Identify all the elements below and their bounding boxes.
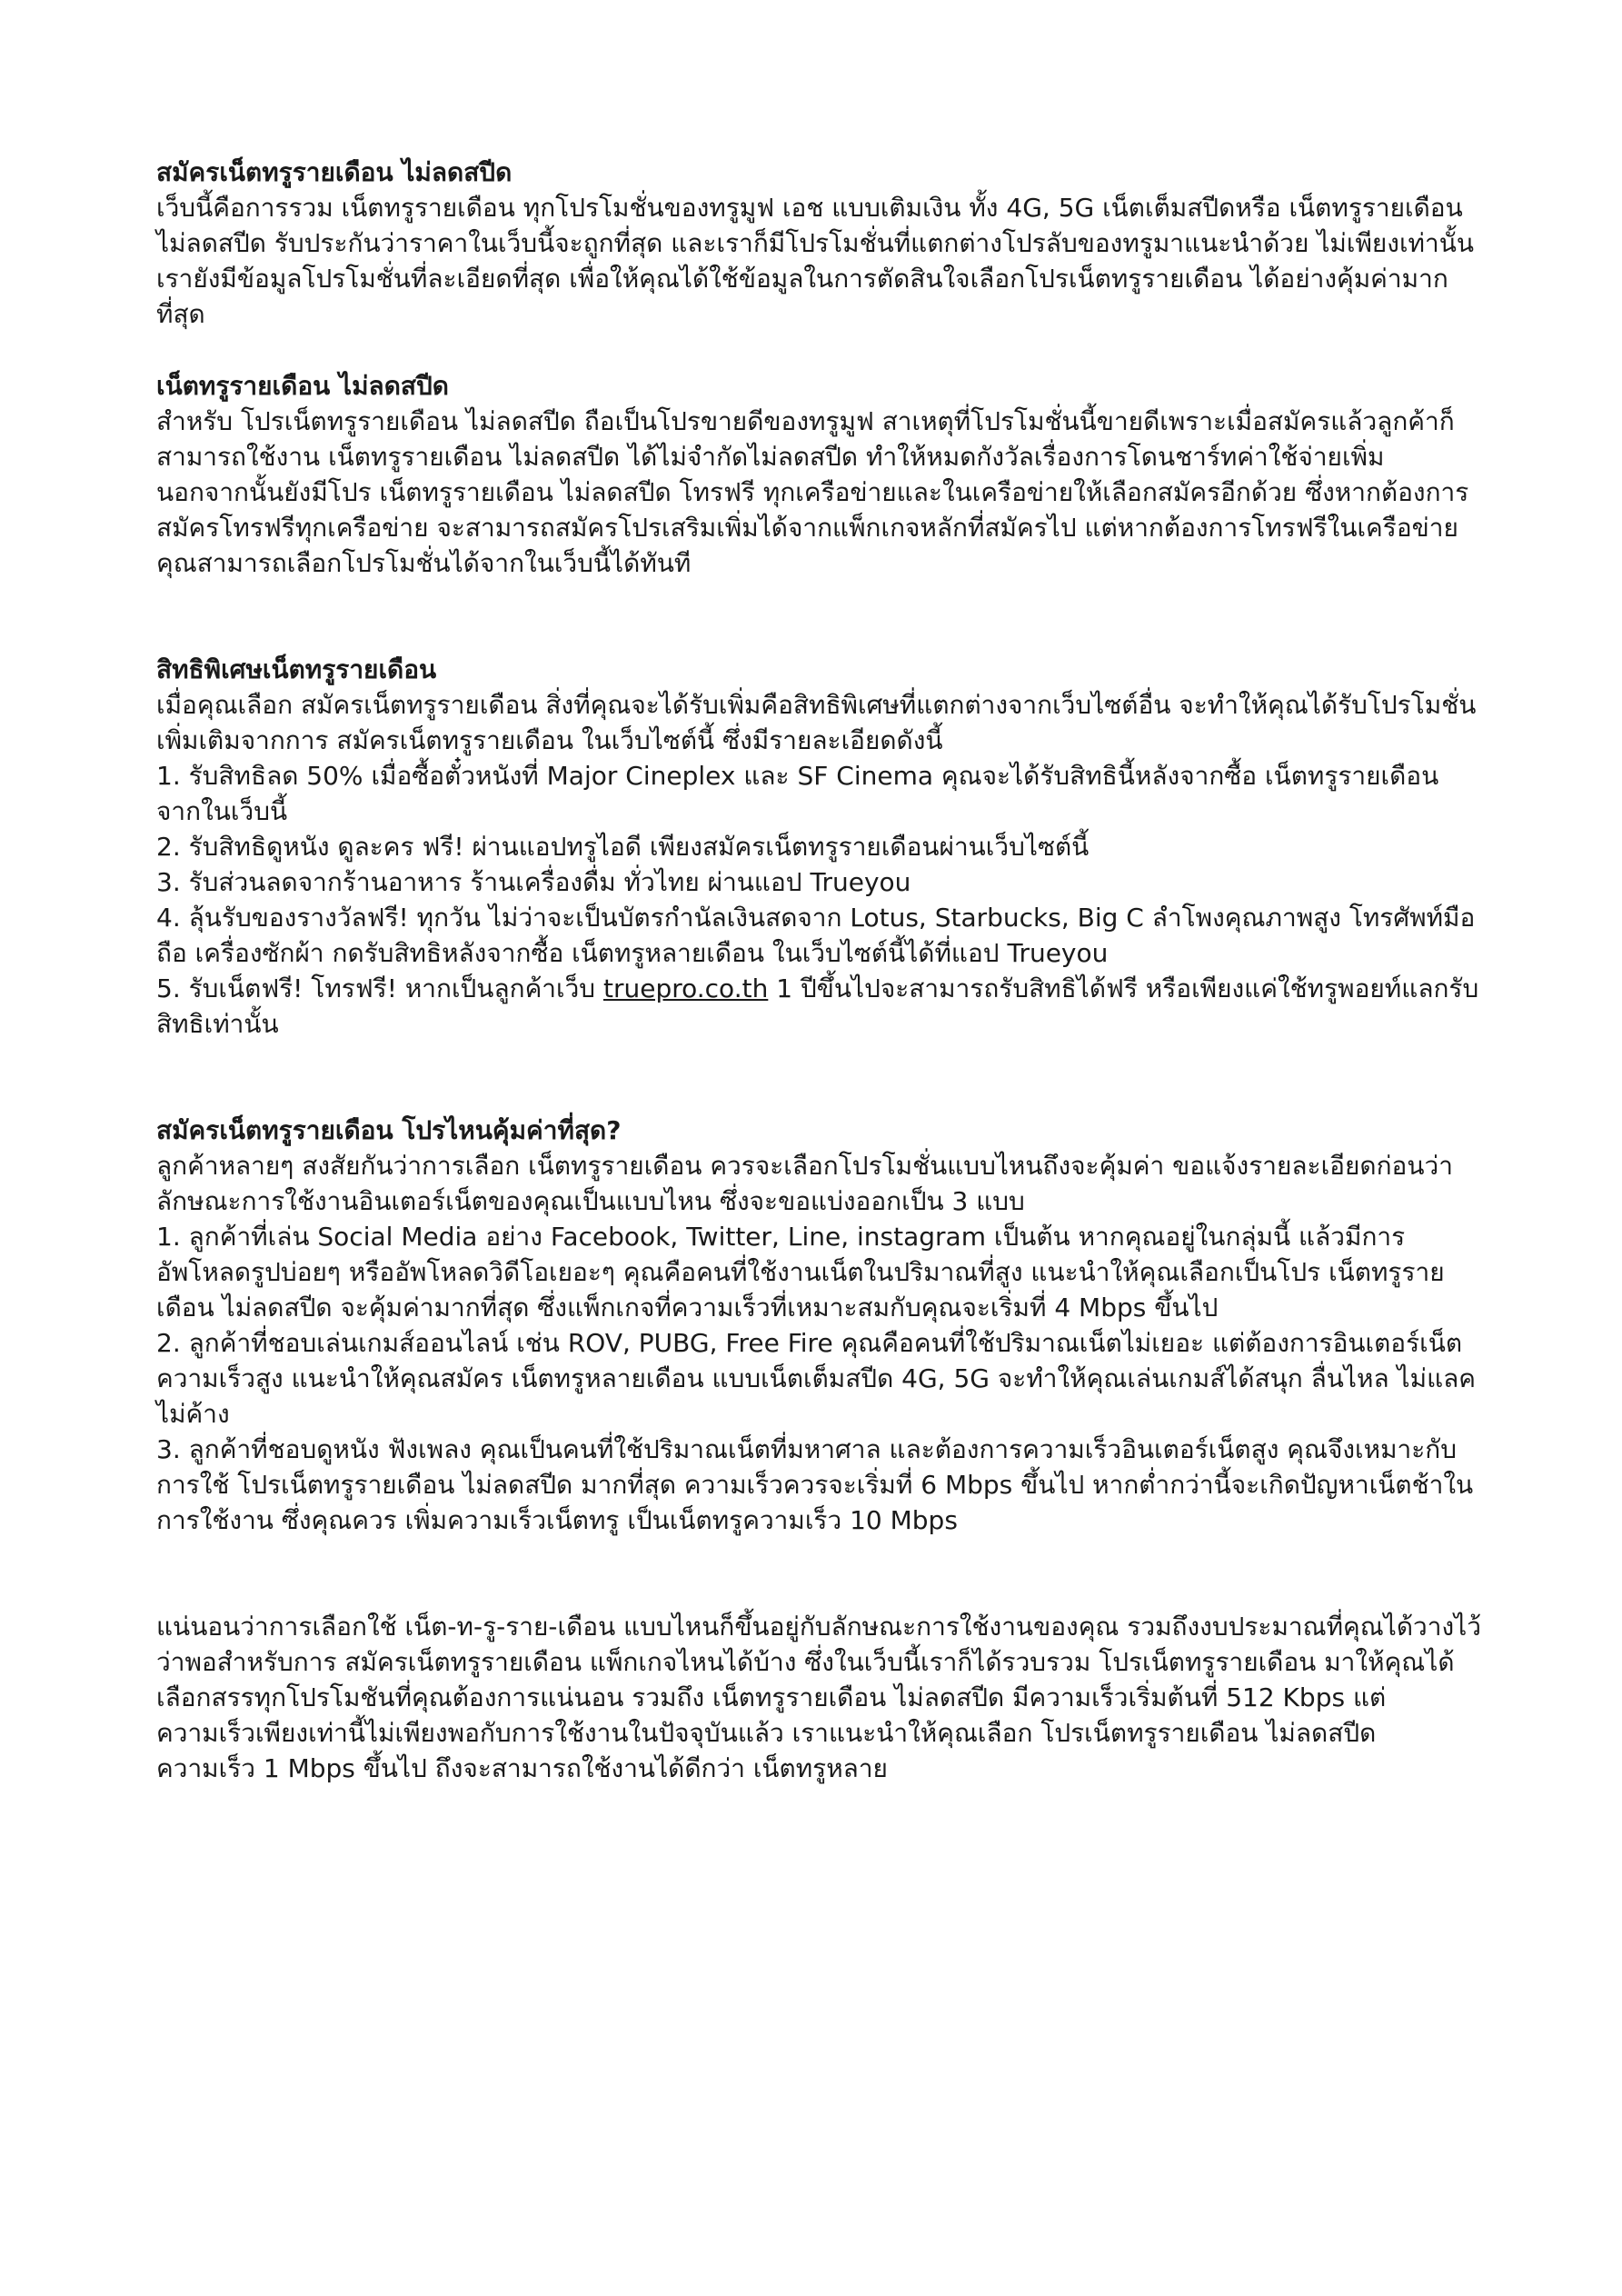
list-item: 1. รับสิทธิลด 50% เมื่อซื้อตั๋วหนังที่ Major Cineplex และ SF Cinema คุณจะได้รับสิทธินี้หลังจากซื้อ เน็ตทรูรายเดือน จากในเว็บนี้ xyxy=(156,761,1439,826)
truepro-link[interactable]: truepro.co.th xyxy=(602,973,769,1003)
list-item: 1. ลูกค้าที่เล่น Social Media อย่าง Facebook, Twitter, Line, instagram เป็นต้น หากคุณอยู่ในกลุ่มนี้ แล้วมีการอัพโหลดรูปบ่อยๆ หรืออัพโหลดวิดีโอเยอะๆ คุณคือคนที่ใช้งานเน็ตในปริมาณที่สูง แนะนำให้คุณเลือกเป็นโปร เน็ตทรูรายเดือน ไม่ลดสปีด จะคุ้มค่ามากที่สุด ซึ่งแพ็กเกจที่ความเร็วที่เหมาะสมกับคุณจะเริ่มที่ 4 Mbps ขึ้นไป xyxy=(156,1222,1445,1323)
section-paragraph: สำหรับ โปรเน็ตทรูรายเดือน ไม่ลดสปีด ถือเป็นโปรขายดีของทรูมูฟ สาเหตุที่โปรโมชั่นนี้ขายดีเพราะเมื่อสมัครแล้วลูกค้าก็สามารถใช้งาน เน็ตทรูรายเดือน ไม่ลดสปีด ได้ไม่จำกัดไม่ลดสปีด ทำให้หมดกังวัลเรื่องการโดนชาร์ทค่าใช้จ่ายเพิ่ม นอกจากนั้นยังมีโปร เน็ตทรูรายเดือน ไม่ลดสปีด โทรฟรี ทุกเครือข่ายและในเครือข่ายให้เลือกสมัครอีกด้วย ซึ่งหากต้องการสมัครโทรฟรีทุกเครือข่าย จะสามารถสมัครโปรเสริมเพิ่มได้จากแพ็กเกจหลักที่สมัครไป แต่หากต้องการโทรฟรีในเครือข่ายคุณสามารถเลือกโปรโมชั่นได้จากในเว็บนี้ได้ทันที xyxy=(156,406,1469,578)
section-paragraph: ลูกค้าหลายๆ สงสัยกันว่าการเลือก เน็ตทรูรายเดือน ควรจะเลือกโปรโมชั่นแบบไหนถึงจะคุ้มค่า ขอแจ้งรายละเอียดก่อนว่า ลักษณะการใช้งานอินเตอร์เน็ตของคุณเป็นแบบไหน ซึ่งจะขอแบ่งออกเป็น 3 แบบ xyxy=(156,1151,1453,1216)
document-page xyxy=(156,155,1483,1786)
list-item xyxy=(156,971,1483,1042)
list-item: 3. รับส่วนลดจากร้านอาหาร ร้านเครื่องดื่ม ทั่วไทย ผ่านแอป Trueyou xyxy=(156,867,911,897)
list-item: 2. ลูกค้าที่ชอบเล่นเกมส์ออนไลน์ เช่น ROV, PUBG, Free Fire คุณคือคนที่ใช้ปริมาณเน็ตไม่เยอะ แต่ต้องการอินเตอร์เน็ตความเร็วสูง แนะนำให้คุณสมัคร เน็ตทรูหลายเดือน แบบเน็ตเต็มสปีด 4G, 5G จะทำให้คุณเล่นเกมส์ได้สนุก ลื่นไหล ไม่แลค ไม่ค้าง xyxy=(156,1328,1477,1429)
list-item: 4. ลุ้นรับของรางวัลฟรี! ทุกวัน ไม่ว่าจะเป็นบัตรกำนัลเงินสดจาก Lotus, Starbucks, Big C ลำโพงคุณภาพสูง โทรศัพท์มือถือ เครื่องซักผ้า กดรับสิทธิหลังจากซื้อ เน็ตทรูหลายเดือน ในเว็บไซต์นี้ได้ที่แอป Trueyou xyxy=(156,903,1476,968)
section-heading: เน็ตทรูรายเดือน ไม่ลดสปีด xyxy=(156,371,449,401)
section-no-speed-limit xyxy=(156,368,1483,581)
section-paragraph: เมื่อคุณเลือก สมัครเน็ตทรูรายเดือน สิ่งที่คุณจะได้รับเพิ่มคือสิทธิพิเศษที่แตกต่างจากเว็บไซต์อื่น จะทำให้คุณได้รับโปรโมชั่นเพิ่มเติมจากการ สมัครเน็ตทรูรายเดือน ในเว็บไซต์นี้ ซึ่งมีรายละเอียดดังนี้ xyxy=(156,690,1477,755)
section-paragraph: แน่นอนว่าการเลือกใช้ เน็ต-ท-รู-ราย-เดือน แบบไหนก็ขึ้นอยู่กับลักษณะการใช้งานของคุณ รวมถึงงบประมาณที่คุณได้วางไว้ว่าพอสำหรับการ สมัครเน็ตทรูรายเดือน แพ็กเกจไหนได้บ้าง ซึ่งในเว็บนี้เราก็ได้รวบรวม โปรเน็ตทรูรายเดือน มาให้คุณได้เลือกสรรทุกโปรโมชันที่คุณต้องการแน่นอน รวมถึง เน็ตทรูรายเดือน ไม่ลดสปีด มีความเร็วเริ่มต้นที่ 512 Kbps แต่ความเร็วเพียงเท่านี้ไม่เพียงพอกับการใช้งานในปัจจุบันแล้ว เราแนะนำให้คุณเลือก โปรเน็ตทรูรายเดือน ไม่ลดสปีด ความเร็ว 1 Mbps ขึ้นไป ถึงจะสามารถใช้งานได้ดีกว่า เน็ตทรูหลาย xyxy=(156,1612,1481,1783)
section-paragraph: เว็บนี้คือการรวม เน็ตทรูรายเดือน ทุกโปรโมชั่นของทรูมูฟ เอช แบบเติมเงิน ทั้ง 4G, 5G เน็ตเต็มสปีดหรือ เน็ตทรูรายเดือน ไม่ลดสปีด รับประกันว่าราคาในเว็บนี้จะถูกที่สุด และเราก็มีโปรโมชั่นที่แตกต่างโปรลับของทรูมาแนะนำด้วย ไม่เพียงเท่านั้นเรายังมีข้อมูลโปรโมชั่นที่ละเอียดที่สุด เพื่อให้คุณได้ใช้ข้อมูลในการตัดสินใจเลือกโปรเน็ตทรูรายเดือน ได้อย่างคุ้มค่ามากที่สุด xyxy=(156,193,1475,329)
section-heading: สิทธิพิเศษเน็ตทรูรายเดือน xyxy=(156,654,437,684)
list-item: 2. รับสิทธิดูหนัง ดูละคร ฟรี! ผ่านแอปทรูไอดี เพียงสมัครเน็ตทรูรายเดือนผ่านเว็บไซต์นี้ xyxy=(156,832,1090,862)
list-item-text: 5. รับเน็ตฟรี! โทรฟรี! หากเป็นลูกค้าเว็บ xyxy=(156,973,603,1003)
section-heading: สมัครเน็ตทรูรายเดือน โปรไหนคุ้มค่าที่สุด? xyxy=(156,1115,622,1145)
section-intro xyxy=(156,155,1483,332)
section-privileges xyxy=(156,652,1483,1042)
section-best-value xyxy=(156,1113,1483,1538)
list-item: 3. ลูกค้าที่ชอบดูหนัง ฟังเพลง คุณเป็นคนที่ใช้ปริมาณเน็ตที่มหาศาล และต้องการความเร็วอินเตอร์เน็ตสูง คุณจึงเหมาะกับการใช้ โปรเน็ตทรูรายเดือน ไม่ลดสปีด มากที่สุด ความเร็วควรจะเริ่มที่ 6 Mbps ขึ้นไป หากต่ำกว่านี้จะเกิดปัญหาเน็ตช้าในการใช้งาน ซึ่งคุณควร เพิ่มความเร็วเน็ตทรู เป็นเน็ตทรูความเร็ว 10 Mbps xyxy=(156,1434,1474,1535)
list-item-text: 1 ปีขึ้นไปจะสามารถรับสิทธิได้ฟรี หรือเพียงแค่ใช้ทรูพอยท์แลกรับสิทธิเท่านั้น xyxy=(156,973,1479,1039)
section-conclusion xyxy=(156,1609,1483,1786)
section-heading: สมัครเน็ตทรูรายเดือน ไม่ลดสปีด xyxy=(156,157,512,187)
